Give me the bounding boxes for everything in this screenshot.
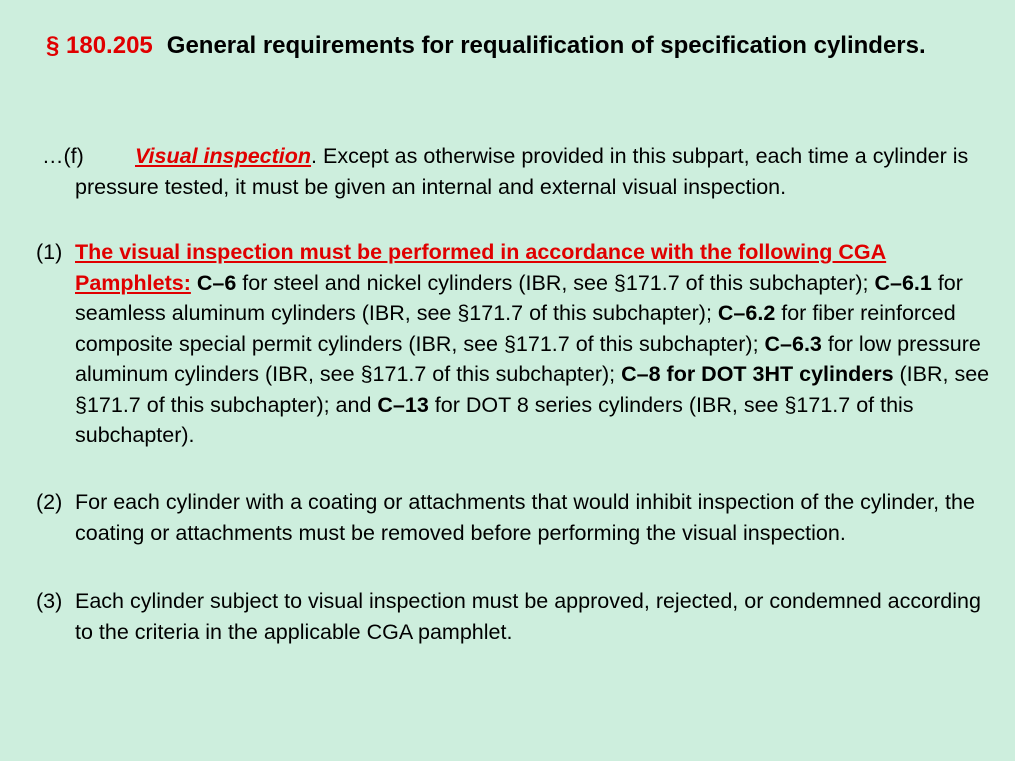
- code-c6: C–6: [196, 270, 237, 295]
- section-heading: [46, 31, 976, 60]
- code-c13: C–13: [377, 392, 429, 417]
- text-c6-1: for seamless aluminum cylinders (IBR, see §171.7 of this subchapter);: [75, 270, 963, 325]
- code-c8: C–8 for DOT 3HT cylinders: [621, 362, 894, 386]
- heading-line: [46, 31, 976, 60]
- text-c6: for steel and nickel cylinders (IBR, see §171.7 of this subchapter);: [236, 270, 875, 295]
- code-c6-2: C–6.2: [717, 301, 776, 325]
- paragraph-2-body: For each cylinder with a coating or attachments that would inhibit inspection of the cylinder, the coating or attachments must be removed before performing the visual inspection.: [75, 490, 975, 545]
- paragraph-2-text: [0, 487, 990, 548]
- paragraph-3-body: Each cylinder subject to visual inspection must be approved, rejected, or condemned according to the criteria in the applicable CGA pamphlet.: [75, 589, 981, 644]
- text-c6-2: for fiber reinforced composite special permit cylinders (IBR, see §171.7 of this subchapter);: [75, 301, 956, 356]
- paragraph-1-text: [0, 237, 990, 451]
- text-c6-3: for low pressure aluminum cylinders (IBR, see §171.7 of this subchapter);: [75, 331, 981, 386]
- paragraph-1-label: (1): [36, 240, 63, 264]
- visual-inspection-term: Visual inspection: [135, 144, 312, 168]
- paragraph-f-text: [0, 141, 990, 202]
- text-c13: for DOT 8 series cylinders (IBR, see §171.7 of this subchapter).: [75, 392, 914, 447]
- paragraph-f-label: …(f): [42, 144, 84, 168]
- paragraph-3-text: [0, 586, 990, 647]
- section-number: § 180.205: [46, 32, 153, 59]
- paragraph-f: [0, 141, 990, 202]
- paragraph-2: [0, 487, 990, 548]
- paragraph-2-label: (2): [36, 490, 63, 514]
- paragraph-1: [0, 237, 990, 451]
- section-title: General requirements for requalification of specification cylinders.: [166, 32, 926, 59]
- code-c6-1: C–6.1: [874, 270, 932, 295]
- text-c8: (IBR, see §171.7 of this subchapter); and: [75, 362, 990, 417]
- paragraph-f-body: . Except as otherwise provided in this subpart, each time a cylinder is pressure tested, it must be given an internal and external visual inspection.: [75, 144, 969, 199]
- paragraph-1-emphasis: The visual inspection must be performed in accordance with the following CGA Pamphlets:: [75, 240, 887, 295]
- paragraph-3: [0, 586, 990, 647]
- code-c6-3: C–6.3: [764, 331, 822, 356]
- paragraph-3-label: (3): [36, 589, 63, 613]
